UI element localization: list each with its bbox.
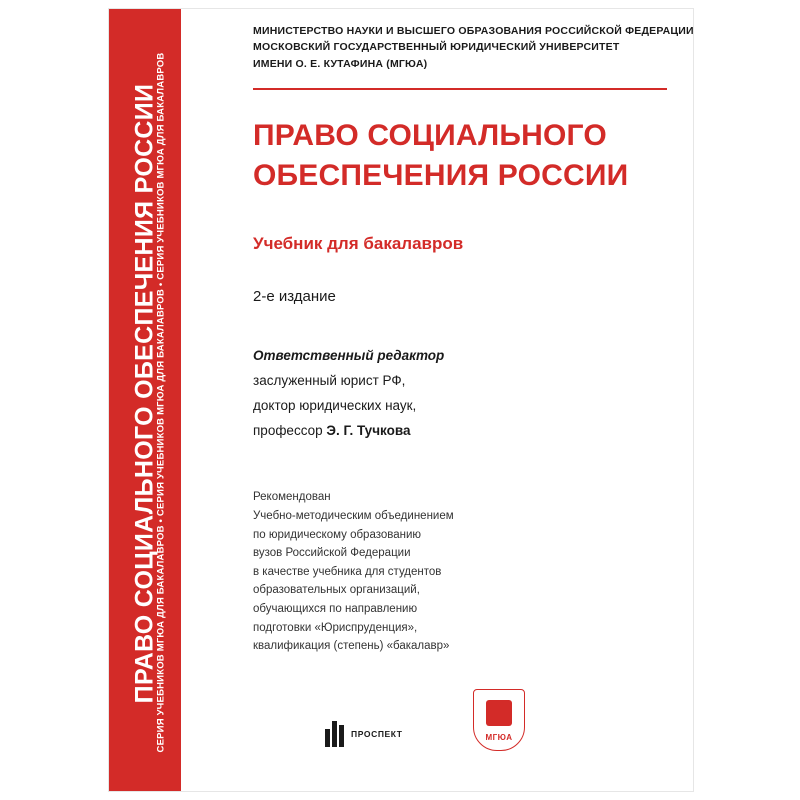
recommendation-line-7: обучающихся по направлению	[253, 603, 418, 616]
prospekt-bars-icon	[325, 721, 345, 747]
mgua-logo-label: МГЮА	[485, 733, 513, 742]
editor-title-prefix: профессор	[253, 423, 327, 439]
mgua-shield-icon	[473, 689, 525, 751]
editor-credential-2: доктор юридических наук,	[253, 398, 417, 414]
cover-front-face	[181, 9, 693, 791]
mgua-emblem-icon	[486, 700, 512, 726]
recommendation-line-4: вузов Российской Федерации	[253, 547, 411, 560]
university-line: МОСКОВСКИЙ ГОСУДАРСТВЕННЫЙ ЮРИДИЧЕСКИЙ УНИВЕРСИТЕТ	[253, 41, 620, 54]
publisher-block	[253, 23, 694, 72]
title-divider-rule	[253, 88, 667, 90]
recommendation-line-6: образовательных организаций,	[253, 584, 420, 597]
editor-role-label: Ответственный редактор	[253, 348, 445, 364]
spine-inner	[109, 9, 181, 791]
recommendation-line-8: подготовки «Юриспруденция»,	[253, 621, 418, 634]
cover-content	[253, 23, 694, 656]
book-title: ПРАВО СОЦИАЛЬНОГО ОБЕСПЕЧЕНИЯ РОССИИ	[253, 118, 629, 193]
editor-block	[253, 344, 667, 444]
recommendation-line-9: квалификация (степень) «бакалавр»	[253, 640, 450, 653]
recommendation-block	[253, 488, 667, 656]
prospekt-logo	[325, 721, 403, 747]
recommendation-line-2: Учебно-методическим объединением	[253, 509, 454, 522]
recommendation-line-3: по юридическому образованию	[253, 528, 422, 541]
book-edition: 2-е издание	[253, 287, 336, 305]
logo-row	[325, 685, 667, 755]
spine-series-text: СЕРИЯ УЧЕБНИКОВ МГЮА ДЛЯ БАКАЛАВРОВ • СЕРИЯ УЧЕБНИКОВ МГЮА ДЛЯ БАКАЛАВРОВ • СЕРИЯ УЧЕБНИКОВ МГЮА ДЛЯ БАКАЛАВРОВ	[155, 52, 167, 753]
mgua-logo	[465, 689, 533, 755]
recommendation-line-1: Рекомендован	[253, 491, 331, 504]
spine-title: ПРАВО СОЦИАЛЬНОГО ОБЕСПЕЧЕНИЯ РОССИИ	[130, 83, 159, 704]
prospekt-logo-label: ПРОСПЕКТ	[351, 729, 403, 739]
editor-name: Э. Г. Тучкова	[326, 423, 411, 439]
editor-credential-1: заслуженный юрист РФ,	[253, 373, 406, 389]
book-subtitle: Учебник для бакалавров	[253, 233, 464, 253]
university-name-line: ИМЕНИ О. Е. КУТАФИНА (МГЮА)	[253, 57, 428, 70]
book-spine	[109, 9, 181, 791]
book-cover	[108, 8, 694, 792]
recommendation-line-5: в качестве учебника для студентов	[253, 565, 442, 578]
ministry-line: МИНИСТЕРСТВО НАУКИ И ВЫСШЕГО ОБРАЗОВАНИЯ РОССИЙСКОЙ ФЕДЕРАЦИИ	[253, 25, 694, 37]
editor-credential-3	[253, 419, 667, 444]
